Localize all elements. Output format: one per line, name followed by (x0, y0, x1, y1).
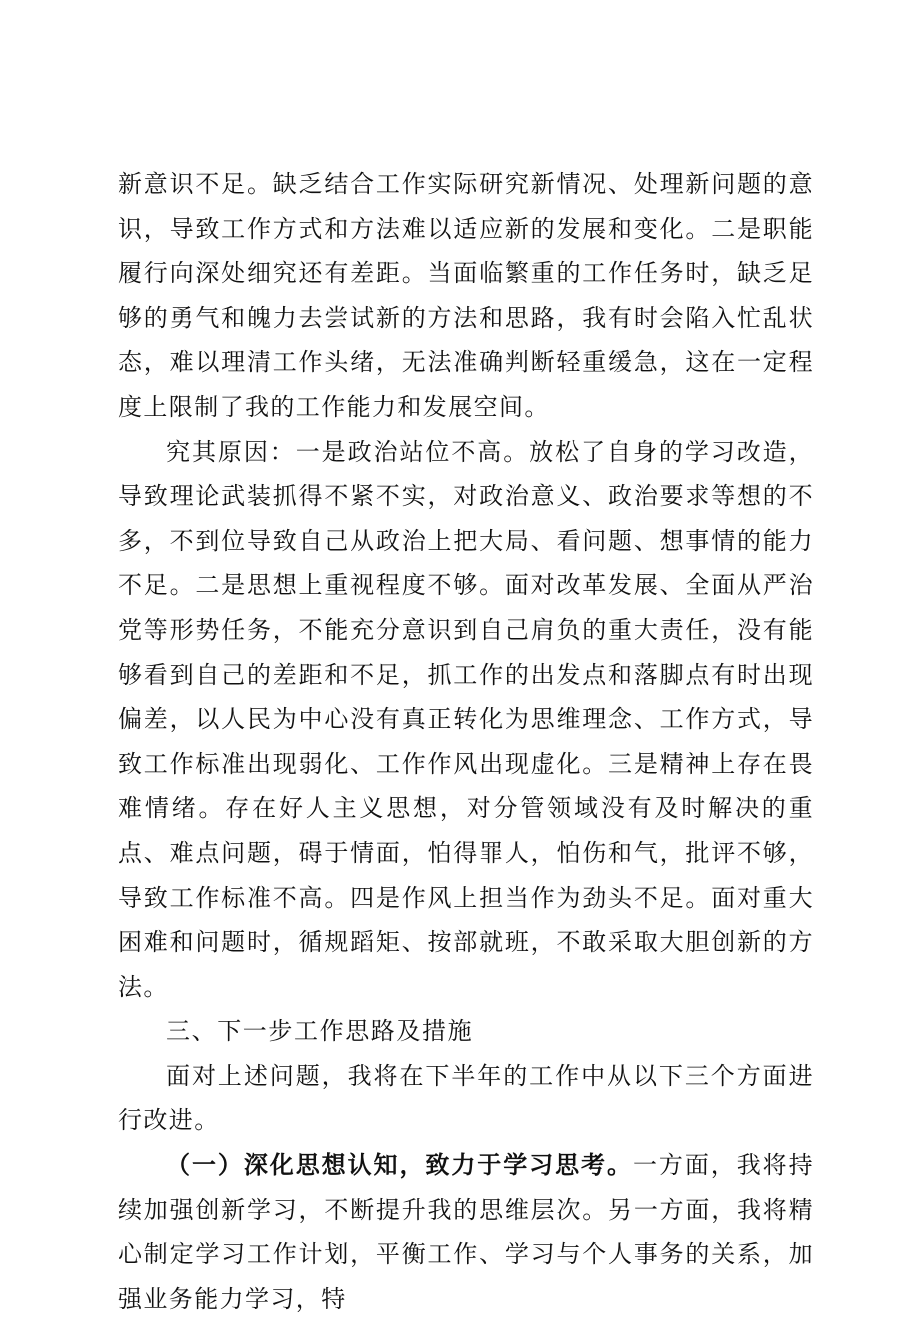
paragraph-continuation: 新意识不足。缺乏结合工作实际研究新情况、处理新问题的意识，导致工作方式和方法难以适应新的发展和变化。二是职能履行向深处细究还有差距。当面临繁重的工作任务时，缺乏足够的勇气和魄力去尝试新的方法和思路，我有时会陷入忙乱状态，难以理清工作头绪，无法准确判断轻重缓急，这在一定程度上限制了我的工作能力和发展空间。 (118, 170, 814, 421)
paragraph-intro-improvements: 面对上述问题，我将在下半年的工作中从以下三个方面进行改进。 (118, 1061, 814, 1135)
paragraph-root-causes: 究其原因：一是政治站位不高。放松了自身的学习改造，导致理论武装抓得不紧不实，对政治意义、政治要求等想的不多，不到位导致自己从政治上把大局、看问题、想事情的能力不足。二是思想上重视程度不够。面对改革发展、全面从严治党等形势任务，不能充分意识到自己肩负的重大责任，没有能够看到自己的差距和不足，抓工作的出发点和落脚点有时出现偏差，以人民为中心没有真正转化为思维理念、工作方式，导致工作标准出现弱化、工作作风出现虚化。三是精神上存在畏难情绪。存在好人主义思想，对分管领域没有及时解决的重点、难点问题，碍于情面，怕得罪人，怕伤和气，批评不够，导致工作标准不高。四是作风上担当作为劲头不足。面对重大困难和问题时，循规蹈矩、按部就班，不敢采取大胆创新的方法。 (118, 437, 814, 1001)
paragraph-measure-one (118, 1143, 814, 1321)
section-heading-next-steps: 三、下一步工作思路及措施 (166, 1017, 474, 1046)
measure-one-body: 一方面，我将持续加强创新学习，不断提升我的思维层次。另一方面，我将精心制定学习工作计划，平衡工作、学习与个人事务的关系，加强业务能力学习，特 (118, 1151, 814, 1313)
document-body (118, 162, 814, 1321)
measure-one-lead: （一）深化思想认知，致力于学习思考。 (166, 1150, 633, 1180)
